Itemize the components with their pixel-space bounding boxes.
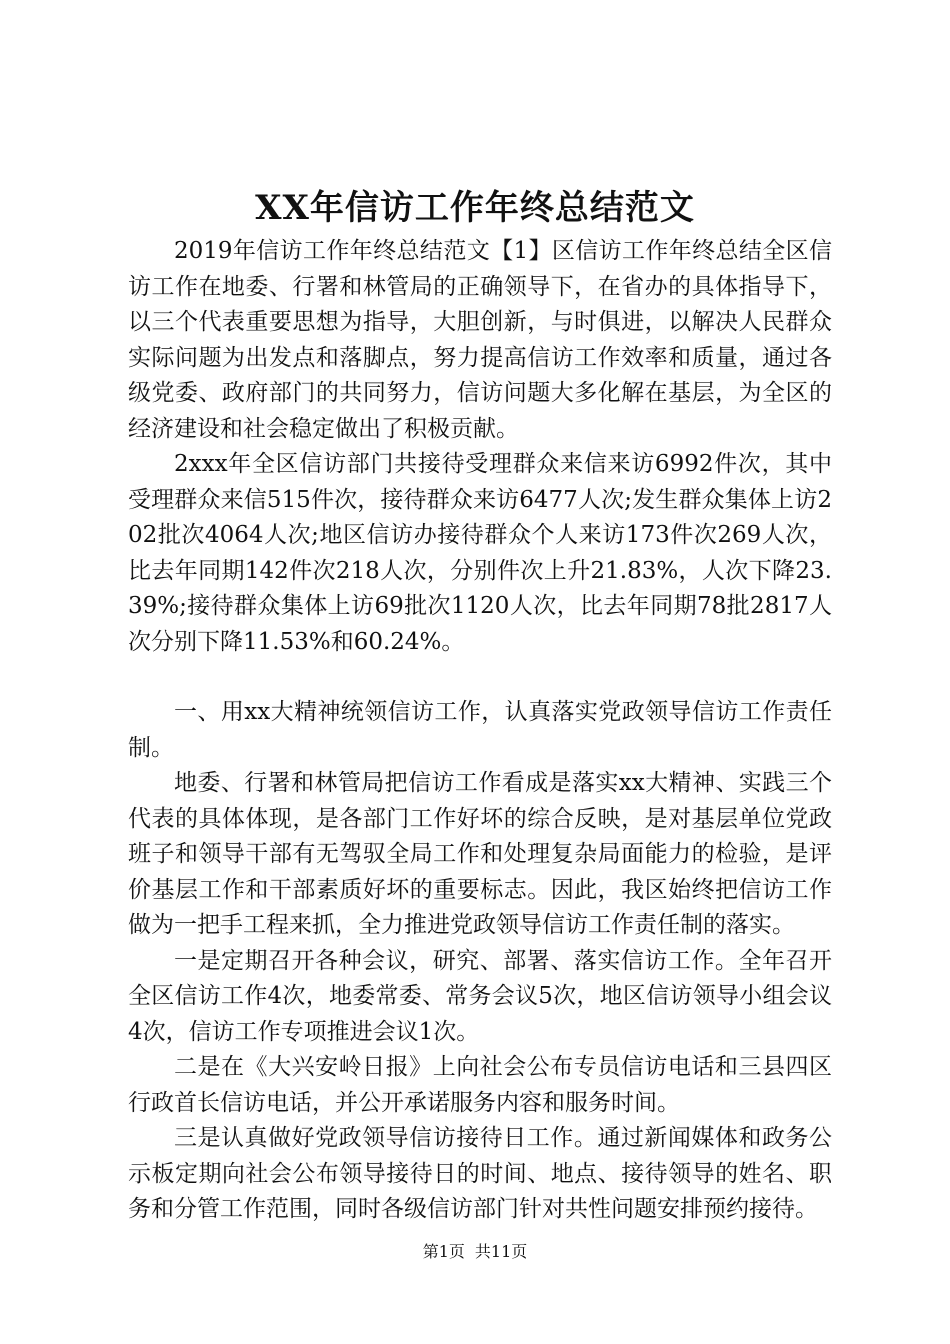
paragraph-hotline: 二是在《大兴安岭日报》上向社会公布专员信访电话和三县四区行政首长信访电话，并公开承诺服务内容和服务时间。 bbox=[128, 1054, 832, 1116]
document-body bbox=[128, 234, 832, 1228]
document-title: XX年信访工作年终总结范文 bbox=[255, 188, 695, 228]
paragraph-statistics: 2xxx年全区信访部门共接待受理群众来信来访6992件次，其中受理群众来信515件次，接待群众来访6477人次;发生群众集体上访202批次4064人次;地区信访办接待群众个人来访173件次269人次，比去年同期142件次218人次，分别件次上升21.83%，人次下降23.39%;接待群众集体上访69批次1120人次，比去年同期78批2817人次分别下降11.53%和60.24%。 bbox=[128, 451, 832, 655]
paragraph-gap bbox=[128, 660, 832, 695]
paragraph-responsibility: 地委、行署和林管局把信访工作看成是落实xx大精神、实践三个代表的具体体现，是各部门工作好坏的综合反映，是对基层单位党政班子和领导干部有无驾驭全局工作和处理复杂局面能力的检验，是评价基层工作和干部素质好坏的重要标志。因此，我区始终把信访工作做为一把手工程来抓，全力推进党政领导信访工作责任制的落实。 bbox=[128, 770, 832, 938]
page-number: 第1页 bbox=[422, 1242, 465, 1261]
page-footer bbox=[0, 1240, 950, 1264]
paragraph-meetings: 一是定期召开各种会议，研究、部署、落实信访工作。全年召开全区信访工作4次，地委常委、常务会议5次，地区信访领导小组会议4次，信访工作专项推进会议1次。 bbox=[128, 947, 832, 1045]
paragraph-intro: 2019年信访工作年终总结范文【1】区信访工作年终总结全区信访工作在地委、行署和林管局的正确领导下，在省办的具体指导下，以三个代表重要思想为指导，大胆创新，与时俱进，以解决人民群众实际问题为出发点和落脚点，努力提高信访工作效率和质量，通过各级党委、政府部门的共同努力，信访问题大多化解在基层，为全区的经济建设和社会稳定做出了积极贡献。 bbox=[128, 238, 832, 442]
page-total: 共11页 bbox=[474, 1242, 528, 1261]
section-heading-one: 一、用xx大精神统领信访工作，认真落实党政领导信访工作责任制。 bbox=[128, 699, 832, 761]
paragraph-reception-day: 三是认真做好党政领导信访接待日工作。通过新闻媒体和政务公示板定期向社会公布领导接待日的时间、地点、接待领导的姓名、职务和分管工作范围，同时各级信访部门针对共性问题安排预约接待。 bbox=[128, 1125, 832, 1222]
